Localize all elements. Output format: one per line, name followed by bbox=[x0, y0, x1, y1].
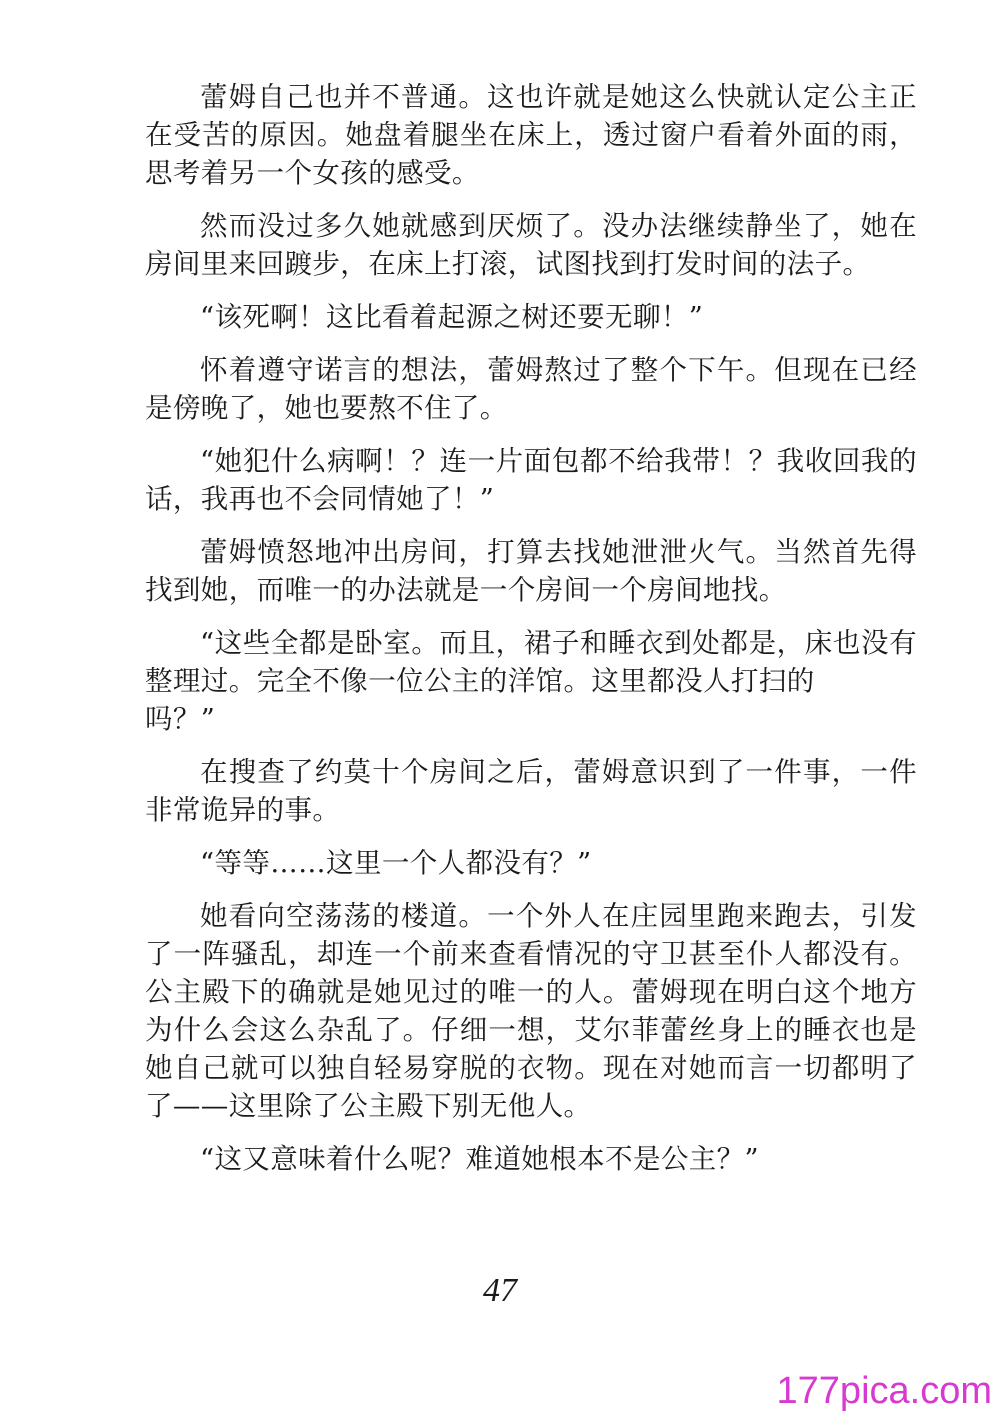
paragraph: 怀着遵守诺言的想法，蕾姆熬过了整个下午。但现在已经是傍晚了，她也要熬不住了。 bbox=[145, 354, 917, 424]
paragraph: 她看向空荡荡的楼道。一个外人在庄园里跑来跑去，引发了一阵骚乱，却连一个前来查看情况的守卫甚至仆人都没有。公主殿下的确就是她见过的唯一的人。蕾姆现在明白这个地方为什么会这么杂乱了。仔细一想，艾尔菲蕾丝身上的睡衣也是她自己就可以独自轻易穿脱的衣物。现在对她而言一切都明了了——这里除了公主殿下别无他人。 bbox=[145, 900, 917, 1122]
watermark: 177pica.com bbox=[776, 1370, 992, 1412]
paragraph: 然而没过多久她就感到厌烦了。没办法继续静坐了，她在房间里来回踱步，在床上打滚，试图找到打发时间的法子。 bbox=[145, 210, 917, 280]
body-text bbox=[145, 78, 917, 1193]
page-number: 47 bbox=[483, 1272, 517, 1309]
dialogue-paragraph: “这又意味着什么呢？难道她根本不是公主？” bbox=[200, 1143, 760, 1175]
dialogue-paragraph: “等等……这里一个人都没有？” bbox=[200, 847, 592, 879]
dialogue-paragraph: “该死啊！这比看着起源之树还要无聊！” bbox=[200, 301, 704, 333]
paragraph: 在搜查了约莫十个房间之后，蕾姆意识到了一件事，一件非常诡异的事。 bbox=[145, 756, 917, 826]
paragraph: 蕾姆自己也并不普通。这也许就是她这么快就认定公主正在受苦的原因。她盘着腿坐在床上，透过窗户看着外面的雨，思考着另一个女孩的感受。 bbox=[145, 81, 917, 189]
dialogue-paragraph: “她犯什么病啊！？连一片面包都不给我带！？我收回我的话，我再也不会同情她了！” bbox=[145, 445, 917, 515]
dialogue-paragraph: “这些全都是卧室。而且，裙子和睡衣到处都是，床也没有整理过。完全不像一位公主的洋馆。这里都没人打扫的 吗？” bbox=[145, 627, 917, 735]
paragraph: 蕾姆愤怒地冲出房间，打算去找她泄泄火气。当然首先得找到她，而唯一的办法就是一个房间一个房间地找。 bbox=[145, 536, 917, 606]
